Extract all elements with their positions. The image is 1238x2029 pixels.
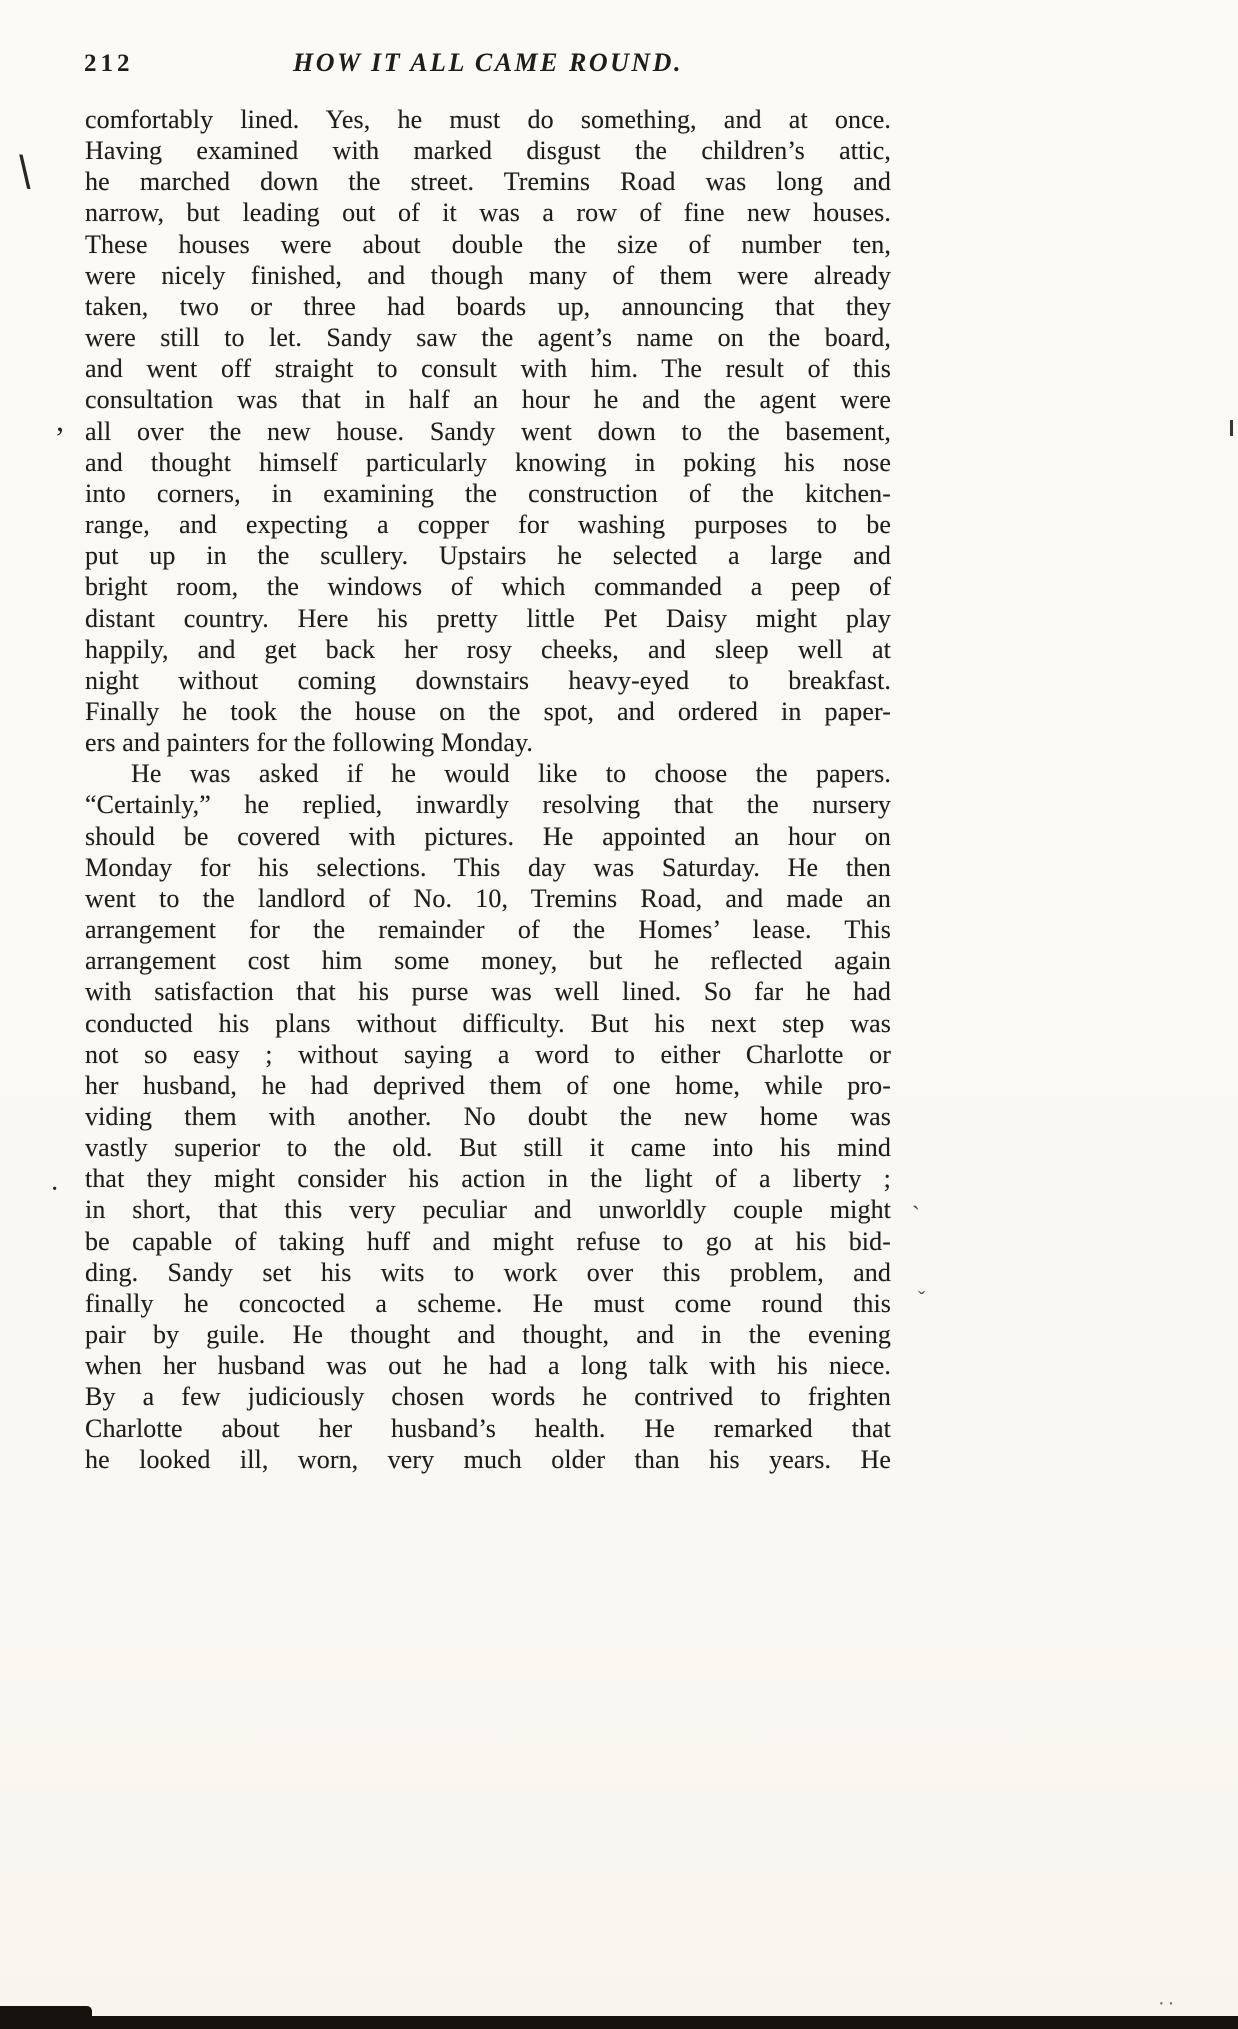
text-line: into corners, in examining the construction of the kitchen- bbox=[85, 478, 891, 508]
text-line: not so easy ; without saying a word to either Charlotte or bbox=[85, 1039, 891, 1069]
text-line: viding them with another. No doubt the new home was bbox=[85, 1102, 891, 1131]
text-line: These houses were about double the size of number ten, bbox=[85, 229, 891, 259]
body-text bbox=[85, 104, 891, 1475]
text-line: happily, and get back her rosy cheeks, and sleep well at bbox=[85, 634, 891, 664]
text-line: narrow, but leading out of it was a row of fine new houses. bbox=[85, 198, 891, 228]
text-line: that they might consider his action in the light of a liberty ; bbox=[85, 1164, 891, 1194]
text-line: taken, two or three had boards up, announcing that they bbox=[85, 291, 891, 321]
text-line: comfortably lined. Yes, he must do something, and at once. bbox=[85, 105, 891, 134]
text-line: arrangement for the remainder of the Homes’ lease. This bbox=[85, 915, 891, 945]
text-line: all over the new house. Sandy went down to the basement, bbox=[85, 416, 891, 446]
scan-mark-comma: , bbox=[56, 402, 64, 438]
page-number: 212 bbox=[84, 50, 134, 77]
scan-mark-tick: ` bbox=[912, 1203, 920, 1229]
text-line: in short, that this very peculiar and unworldly couple might bbox=[85, 1195, 891, 1225]
text-line: conducted his plans without difficulty. But his next step was bbox=[85, 1008, 891, 1038]
text-line: arrangement cost him some money, but he reflected again bbox=[85, 946, 891, 976]
text-line: “Certainly,” he replied, inwardly resolving that the nursery bbox=[85, 790, 891, 820]
scan-edge-shadow bbox=[0, 2016, 1238, 2029]
text-line: and thought himself particularly knowing in poking his nose bbox=[85, 447, 891, 477]
scan-mark-tick-2: ˇ bbox=[918, 1286, 926, 1311]
text-line: distant country. Here his pretty little Pet Daisy might play bbox=[85, 603, 891, 633]
text-line: range, and expecting a copper for washing purposes to be bbox=[85, 510, 891, 540]
text-line: ers and painters for the following Monday. bbox=[85, 728, 534, 758]
text-line: her husband, he had deprived them of one home, while pro- bbox=[85, 1070, 891, 1100]
text-line: should be covered with pictures. He appointed an hour on bbox=[85, 821, 891, 851]
text-line: finally he concocted a scheme. He must come round this bbox=[85, 1288, 891, 1318]
scan-mark-stroke: \ bbox=[15, 142, 35, 200]
text-line: and went off straight to consult with him. The result of this bbox=[85, 354, 891, 384]
text-line: were nicely finished, and though many of them were already bbox=[85, 260, 891, 290]
text-line: Monday for his selections. This day was Saturday. He then bbox=[85, 852, 891, 882]
text-line: be capable of taking huff and might refuse to go at his bid- bbox=[85, 1226, 891, 1256]
text-line: vastly superior to the old. But still it came into his mind bbox=[85, 1133, 891, 1163]
text-line: he looked ill, worn, very much older than his years. He bbox=[85, 1444, 891, 1474]
text-line: Having examined with marked disgust the children’s attic, bbox=[85, 136, 891, 166]
text-line: Charlotte about her husband’s health. He remarked that bbox=[85, 1413, 891, 1443]
text-line: were still to let. Sandy saw the agent’s name on the board, bbox=[85, 323, 891, 353]
text-line: He was asked if he would like to choose the papers. bbox=[131, 759, 891, 789]
scan-edge-shadow-left bbox=[0, 2006, 92, 2029]
text-line: bright room, the windows of which commanded a peep of bbox=[85, 572, 891, 602]
text-line: pair by guile. He thought and thought, and in the evening bbox=[85, 1320, 891, 1350]
text-line: went to the landlord of No. 10, Tremins Road, and made an bbox=[85, 883, 891, 913]
text-line: Finally he took the house on the spot, and ordered in paper- bbox=[85, 696, 891, 726]
running-title: HOW IT ALL CAME ROUND. bbox=[293, 48, 683, 77]
text-line: By a few judiciously chosen words he contrived to frighten bbox=[85, 1382, 891, 1412]
text-line: consultation was that in half an hour he and the agent were bbox=[85, 385, 891, 415]
scan-mark-bottom-right: ·· bbox=[1158, 1993, 1178, 2015]
text-line: night without coming downstairs heavy-eyed to breakfast. bbox=[85, 665, 891, 695]
scan-mark-dot: · bbox=[50, 1174, 60, 1205]
text-line: put up in the scullery. Upstairs he selected a large and bbox=[85, 541, 891, 571]
text-line: he marched down the street. Tremins Road was long and bbox=[85, 167, 891, 197]
scan-mark-right-edge bbox=[1230, 420, 1233, 436]
text-line: ding. Sandy set his wits to work over this problem, and bbox=[85, 1257, 891, 1287]
text-line: with satisfaction that his purse was well lined. So far he had bbox=[85, 977, 891, 1007]
text-line: when her husband was out he had a long talk with his niece. bbox=[85, 1351, 891, 1381]
